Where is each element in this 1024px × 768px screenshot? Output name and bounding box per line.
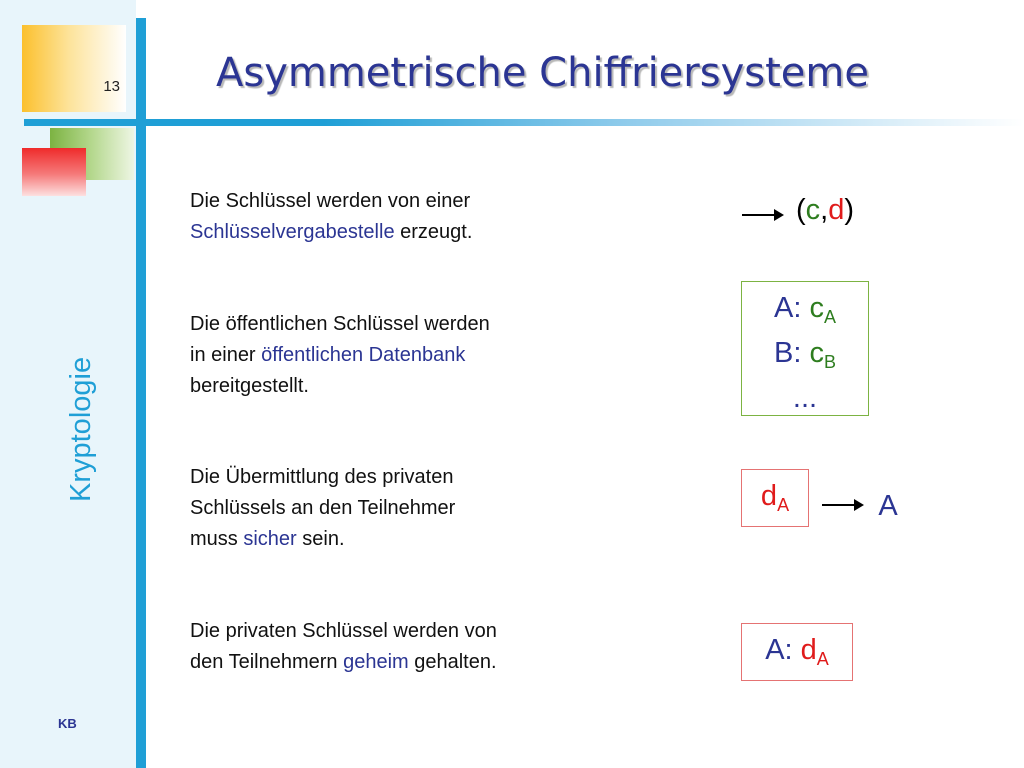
- paren-open: (: [796, 194, 806, 226]
- private-key-sub: A: [777, 495, 790, 515]
- bullet-text: gehalten.: [408, 651, 497, 673]
- private-key-transfer-box: [741, 469, 809, 527]
- public-key-database-box: [741, 281, 869, 416]
- db-entry-b: [742, 335, 868, 380]
- bullet-text: Schlüssels an den Teilnehmer: [190, 497, 456, 519]
- private-key-held-box: [741, 623, 853, 681]
- bullet-text: erzeugt.: [394, 221, 473, 243]
- highlighted-term: geheim: [343, 651, 409, 673]
- slide-number: 13: [103, 78, 120, 95]
- bullet-public-database: [190, 309, 610, 402]
- bullet-text: Die privaten Schlüssel werden von: [190, 620, 497, 642]
- bullet-secure-transfer: [190, 462, 610, 555]
- participant-label: A: [872, 488, 904, 524]
- highlighted-term: Schlüsselvergabestelle: [190, 221, 395, 243]
- separator: ,: [820, 194, 829, 226]
- db-entry-sub: A: [823, 307, 836, 327]
- bullet-key-generation: [190, 186, 610, 248]
- db-entry-key: c: [809, 337, 824, 369]
- private-key-symbol: d: [800, 634, 817, 666]
- db-entry-sub: B: [823, 352, 836, 372]
- bullet-text: sein.: [296, 528, 345, 550]
- owner-label: A:: [765, 634, 801, 666]
- db-entry-label: A:: [774, 292, 810, 324]
- db-entry-key: c: [809, 292, 824, 324]
- db-entry-a: [742, 290, 868, 335]
- private-key-symbol: d: [760, 480, 778, 512]
- title-underline: [24, 119, 1024, 126]
- bullet-text: muss: [190, 528, 244, 550]
- bullet-private-keys: [190, 616, 610, 678]
- highlighted-term: öffentlichen Datenbank: [261, 344, 466, 366]
- bullet-text: bereitgestellt.: [190, 375, 309, 397]
- vertical-divider: [136, 18, 146, 768]
- arrow-icon: [822, 504, 862, 506]
- private-key-symbol: d: [828, 194, 845, 226]
- bullet-text: den Teilnehmern: [190, 651, 344, 673]
- author-label: KB: [58, 716, 77, 731]
- bullet-text: in einer: [190, 344, 262, 366]
- bullet-text: Die öffentlichen Schlüssel werden: [190, 313, 490, 335]
- decor-yellow-square: [22, 25, 126, 112]
- public-key-symbol: c: [805, 194, 821, 226]
- arrow-icon: [742, 214, 782, 216]
- slide-title: Asymmetrische Chiffriersysteme: [216, 50, 869, 96]
- bullet-text: Die Übermittlung des privaten: [190, 466, 454, 488]
- db-entry-label: B:: [774, 337, 810, 369]
- paren-close: ): [844, 194, 855, 226]
- private-key-sub: A: [816, 649, 829, 669]
- bullet-text: Die Schlüssel werden von einer: [190, 190, 471, 212]
- db-more: ...: [792, 382, 818, 414]
- side-label: Kryptologie: [65, 356, 97, 502]
- highlighted-term: sicher: [243, 528, 297, 550]
- key-pair: [796, 194, 854, 227]
- decor-red-square: [22, 148, 86, 196]
